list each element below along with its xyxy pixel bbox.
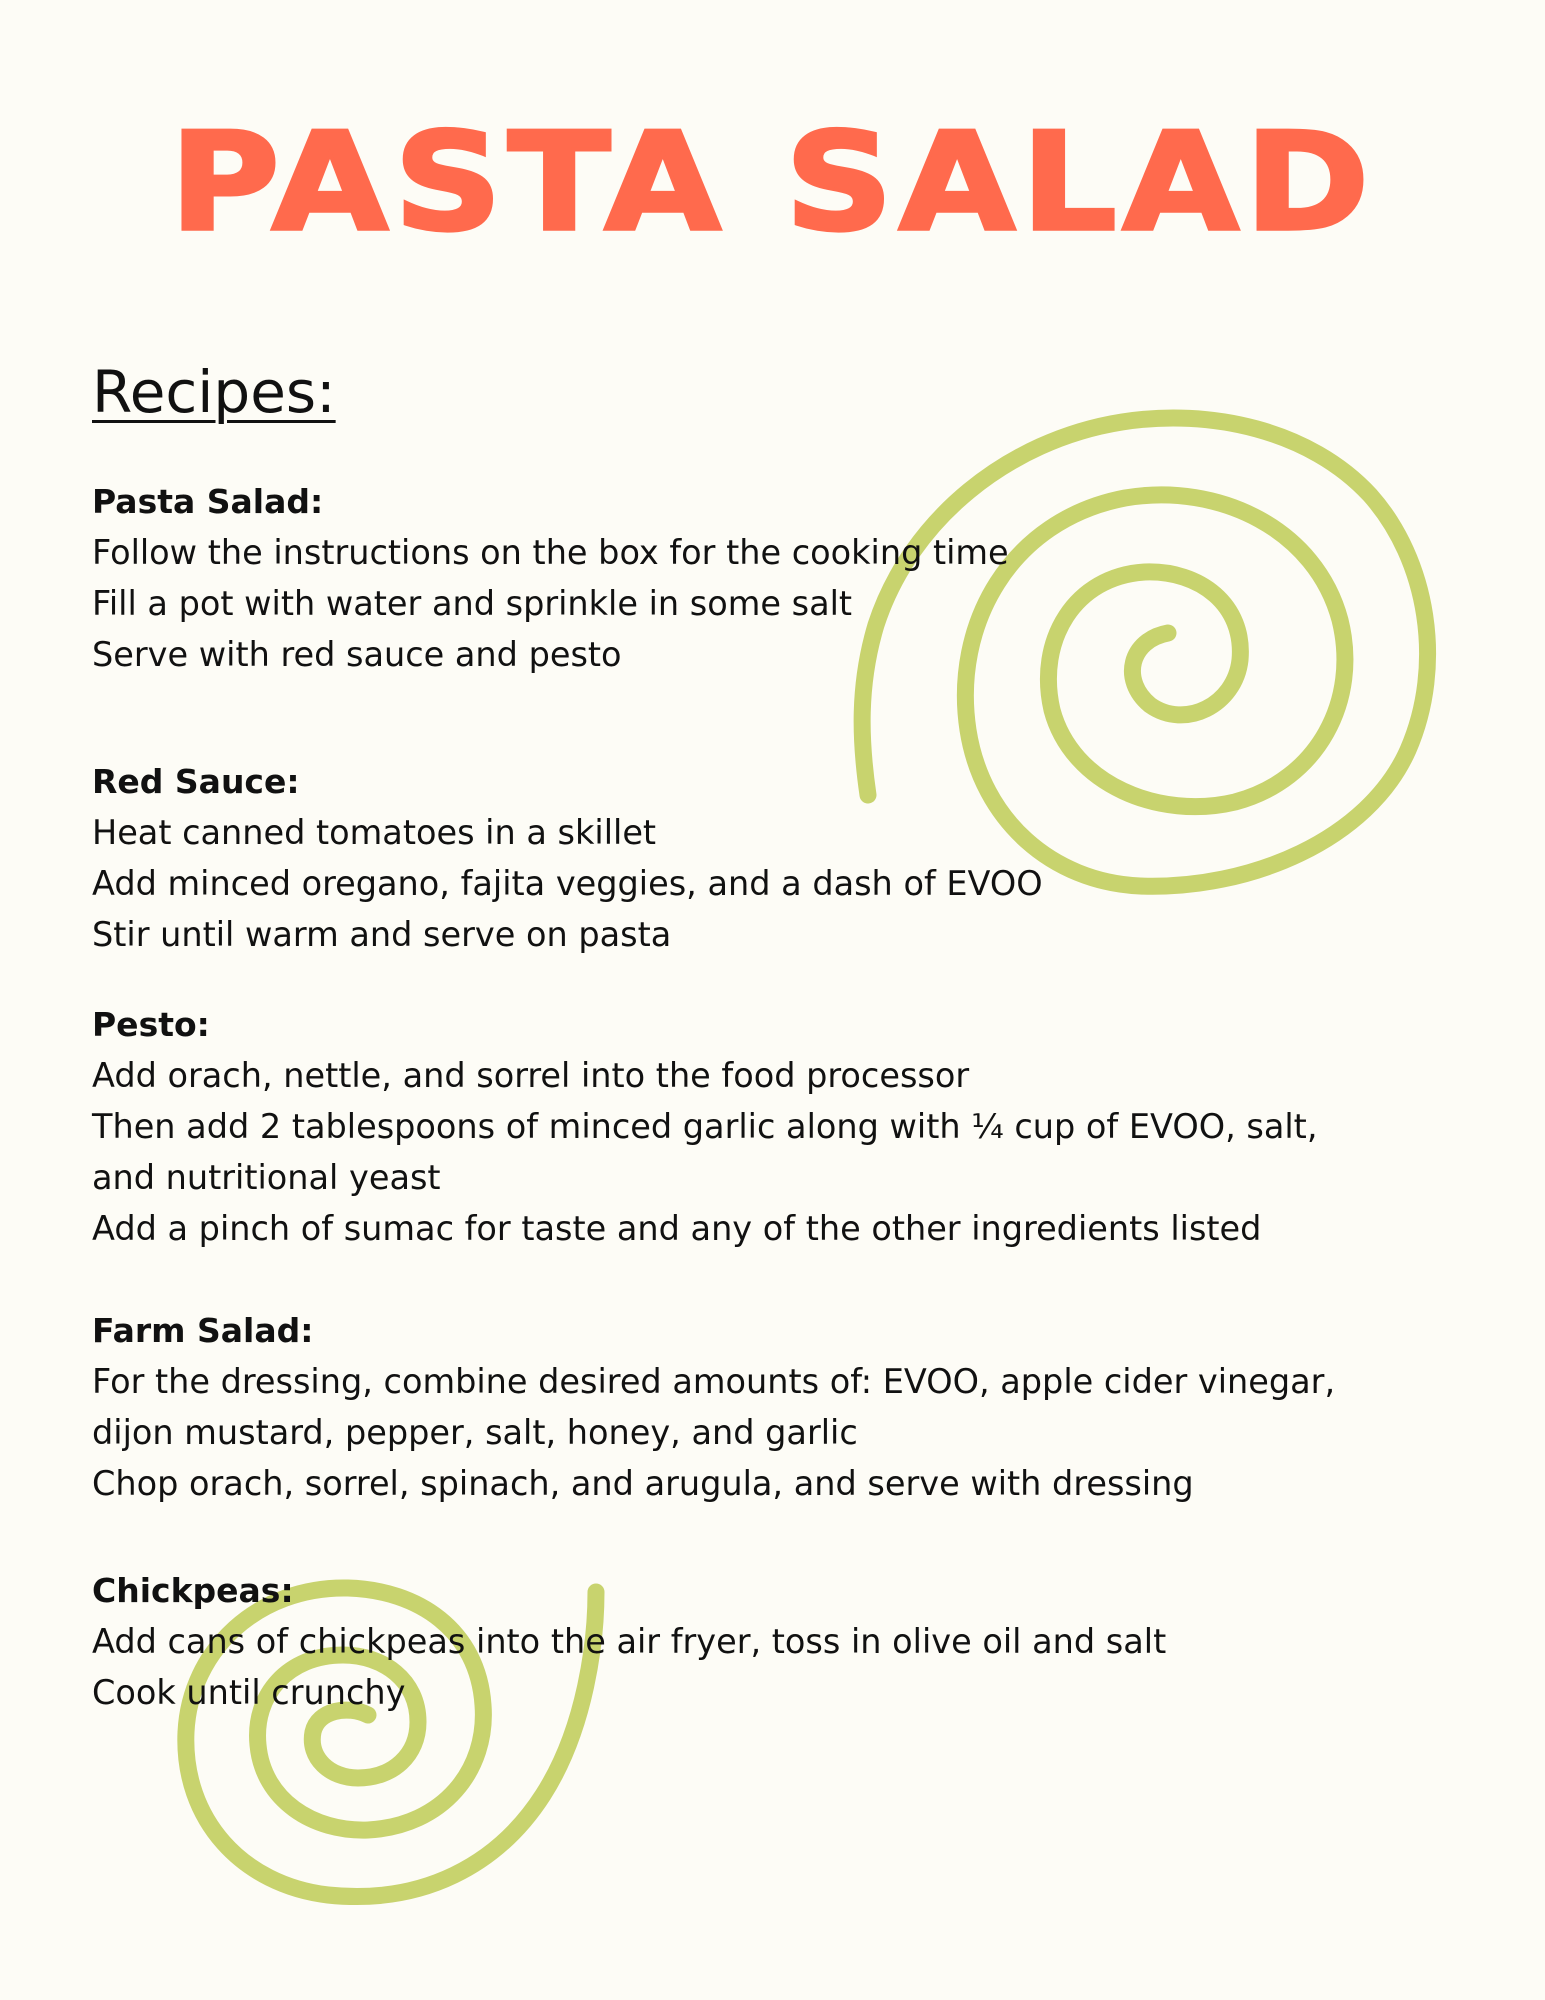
instruction-line: Cook until crunchy: [92, 1673, 406, 1712]
instruction-line: Then add 2 tablespoons of minced garlic along with ¼ cup of EVOO, salt,: [92, 1107, 1318, 1146]
instruction-line: Add a pinch of sumac for taste and any of the other ingredients listed: [92, 1209, 1262, 1248]
instruction-line: Add cans of chickpeas into the air fryer, toss in olive oil and salt: [92, 1622, 1167, 1661]
instruction-line: Chop orach, sorrel, spinach, and arugula, and serve with dressing: [92, 1464, 1194, 1503]
instruction-line: Stir until warm and serve on pasta: [92, 915, 672, 954]
section-pesto: [92, 999, 1472, 1254]
instruction-line: For the dressing, combine desired amounts of: EVOO, apple cider vinegar,: [92, 1362, 1336, 1401]
instruction-line: Heat canned tomatoes in a skillet: [92, 813, 657, 852]
section-pasta-salad: [92, 476, 1472, 680]
section-title: Red Sauce:: [92, 762, 300, 801]
recipes-heading: Recipes:: [92, 358, 336, 426]
instruction-line: Serve with red sauce and pesto: [92, 635, 622, 674]
section-title: Chickpeas:: [92, 1571, 294, 1610]
instruction-line: Add orach, nettle, and sorrel into the food processor: [92, 1056, 970, 1095]
page-title: PASTA SALAD: [169, 104, 1376, 262]
instruction-line: dijon mustard, pepper, salt, honey, and garlic: [92, 1413, 858, 1452]
instruction-line: and nutritional yeast: [92, 1158, 441, 1197]
section-title: Pesto:: [92, 1005, 210, 1044]
instruction-line: Add minced oregano, fajita veggies, and a dash of EVOO: [92, 864, 1043, 903]
instruction-line: Fill a pot with water and sprinkle in some salt: [92, 584, 853, 623]
section-chickpeas: [92, 1565, 1472, 1718]
section-red-sauce: [92, 756, 1472, 960]
section-farm-salad: [92, 1305, 1472, 1509]
instruction-line: Follow the instructions on the box for the cooking time: [92, 533, 1009, 572]
section-title: Pasta Salad:: [92, 482, 324, 521]
section-title: Farm Salad:: [92, 1311, 314, 1350]
